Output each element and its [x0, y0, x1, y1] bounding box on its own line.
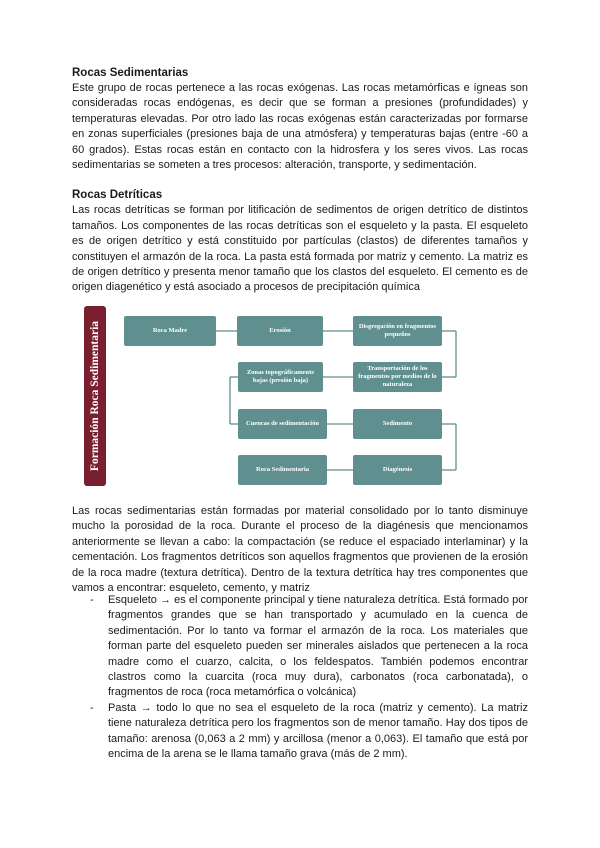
document-page [72, 66, 528, 296]
box-roca-sedimentaria-label: Roca Sedimentaria [256, 466, 309, 473]
box-sedimento [353, 409, 442, 439]
box-roca-madre [124, 316, 216, 346]
section-title-rocas-detriticas: Rocas Detríticas [72, 189, 163, 202]
box-sedimento-label: Sedimento [382, 420, 413, 427]
section-title-rocas-sedimentarias: Rocas Sedimentarias [72, 67, 189, 79]
box-zonas [238, 362, 323, 392]
list-bullet: - [90, 594, 94, 606]
list-item-pasta [72, 701, 528, 763]
diagram-banner-label: Formación Roca Sedimentaria [89, 320, 101, 472]
paragraph-rocas-detriticas: Las rocas detríticas se forman por litificación de sedimentos de origen detrítico de distintos tamaños. Los componentes de las rocas detríticas son el esqueleto y la pasta. El esqueleto es de origen detrítico y está constituido por partículas (clastos) de diferentes tamaños y constituyen el armazón de la roca. La pasta está formada por matriz y cemento. La matriz es de origen detrítico y presenta menor tamaño que los clastos del esqueleto. El cemento es de origen diagenético y está asociado a procesos de precipitación química [72, 204, 528, 294]
box-cuencas [238, 409, 327, 439]
box-erosion [237, 316, 323, 346]
box-erosion-label: Erosión [269, 327, 291, 334]
box-disgregacion-label: Disgregación en fragmentos pequeños [358, 323, 437, 338]
document-page-lower [72, 504, 528, 596]
box-diagenesis [353, 455, 442, 485]
box-transportacion-label: Transportación de los fragmentos por medios de lo naturaleza [358, 365, 437, 388]
flow-diagram [72, 300, 528, 492]
component-list [72, 593, 528, 762]
paragraph-rocas-sedimentarias: Este grupo de rocas pertenece a las rocas exógenas. Las rocas metamórficas e ígneas son consideradas rocas endógenas, es decir que se forman a presiones (profundidades) y temperaturas elevadas. Por otro lado las rocas exógenas están caracterizadas por formarse en zonas superficiales (presiones baja de una atmósfera) y temperaturas bajas (entre -60 a 60 grados). Estas rocas están en contacto con la hidrosfera y los seres vivos. Las rocas sedimentarias se someten a tres procesos: alteración, transporte, y sedimentación. [72, 82, 528, 172]
box-roca-madre-label: Roca Madre [152, 327, 188, 334]
list-item-text: Esqueleto → es el componente principal y tiene naturaleza detrítica. Está formado por fragmentos grandes que se han transportado y acumulado en la cuenca de sedimentación. Por lo tanto va formar el armazón de la roca. Los materiales que forman parte del esqueleto pueden ser minerales aislados que pertenecen a la roca madre como el cuarzo, calcita, o los feldespatos. También podemos encontrar clastros como la cuarcita (roca muy dura), carbonatos (roca carbonatada), o fragmentos de roca (roca metamórfica o volcánica) [108, 594, 528, 699]
list-bullet: - [90, 701, 94, 714]
list-item-esqueleto [72, 593, 528, 701]
diagram-banner [84, 306, 106, 486]
box-disgregacion [353, 316, 442, 346]
list-item-text: Pasta → todo lo que no sea el esqueleto de la roca (matriz y cemento). La matriz tiene naturaleza detrítica pero los fragmentos son de menor tamaño. Hay dos tipos de tamaño: arenosa (0,063 a 2 mm) y arcillosa (menor a 0,063). El tamaño que está por encima de la arena se le llama tamaño grava (más de 2 mm). [108, 701, 528, 761]
paragraph-diagenesis: Las rocas sedimentarias están formadas por material consolidado por lo tanto disminuye mucho la porosidad de la roca. Durante el proceso de la diagénesis que mencionamos anteriormente se llevan a cabo: la compactación (se reduce el espaciado interlaminar) y la cementación. Los fragmentos detríticos son aquellos fragmentos que provienen de la erosión de la roca madre (textura detrítica). Dentro de la textura detrítica hay tres componentes que vamos a encontrar: esqueleto, cemento, y matriz [72, 505, 528, 595]
box-transportacion [353, 362, 442, 392]
box-diagenesis-label: Diagénesis [382, 466, 413, 473]
box-roca-sedimentaria [238, 455, 327, 485]
box-cuencas-label: Cuencas de sedimentación [246, 420, 319, 427]
box-zonas-label: Zonas topográficamente bajas (presión baja) [246, 369, 315, 384]
